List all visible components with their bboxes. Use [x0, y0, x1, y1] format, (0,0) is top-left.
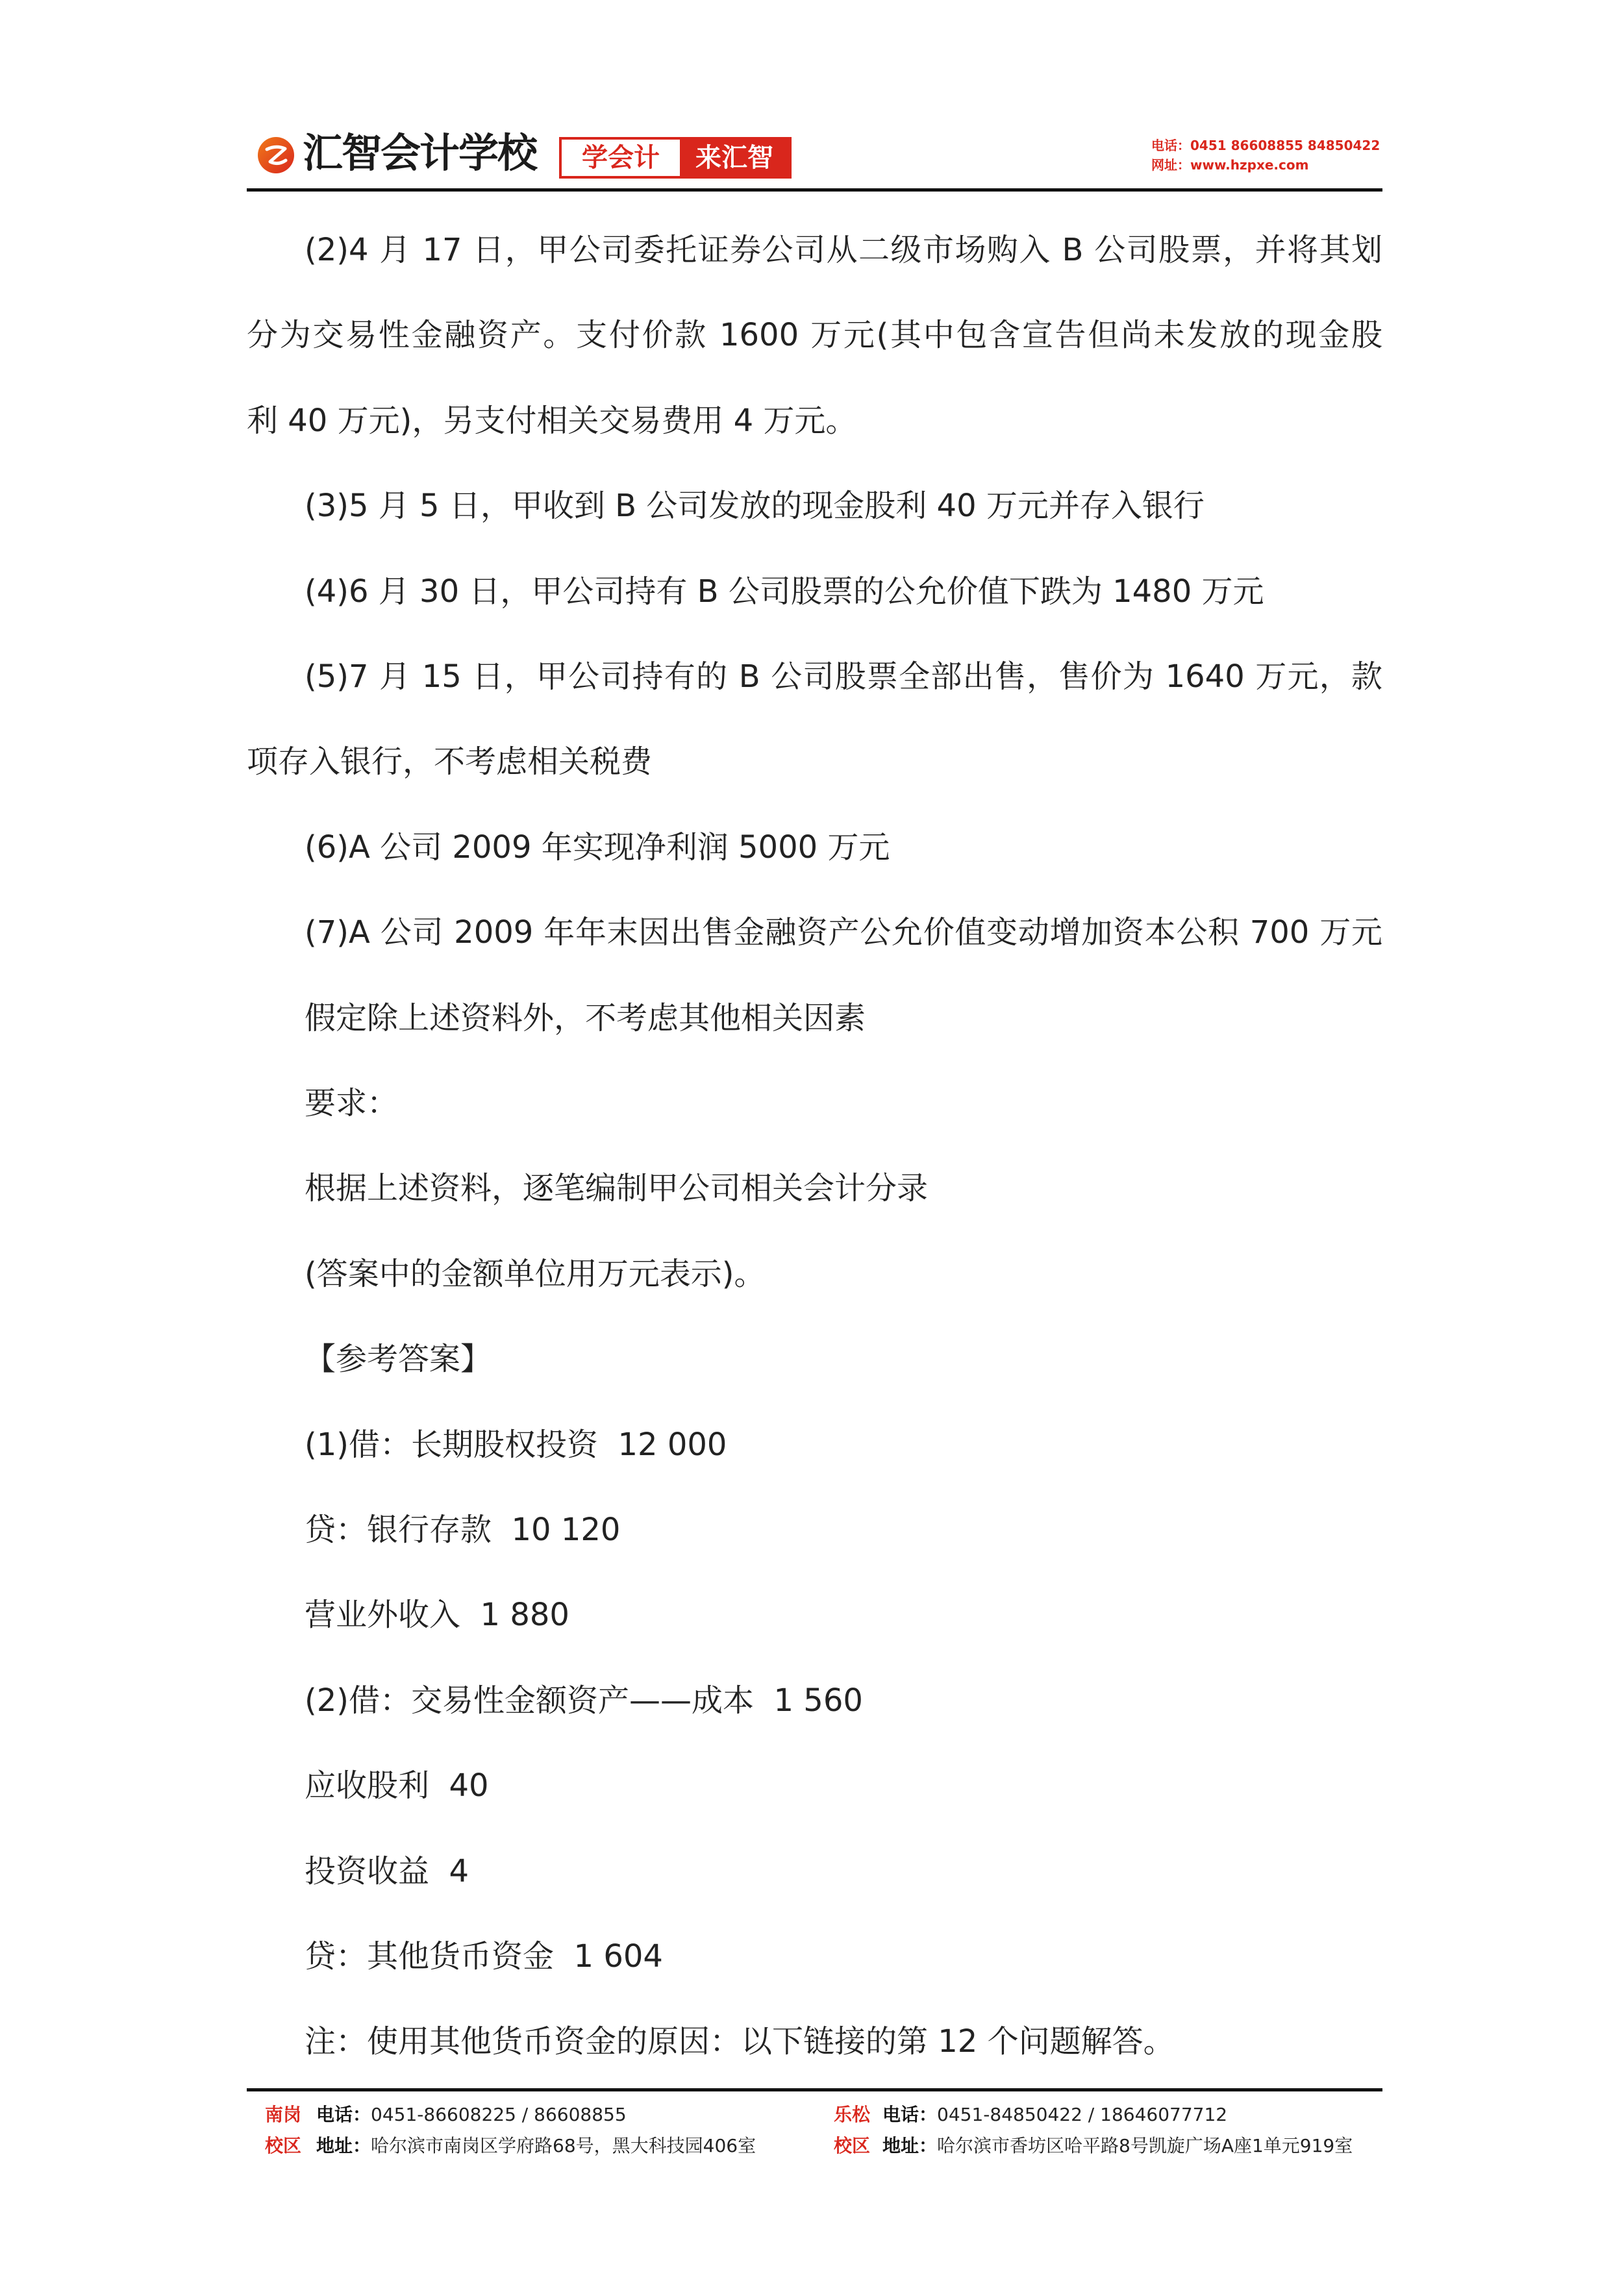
- huizhi-logo-icon: [257, 136, 295, 174]
- body-line: 要求：: [305, 1085, 399, 1121]
- body-line: (4)6 月 30 日，甲公司持有 B 公司股票的公允价值下跌为 1480 万元: [305, 573, 1264, 610]
- phone-value: 0451-84850422 / 18646077712: [937, 2104, 1228, 2125]
- body-line: 利 40 万元)，另支付相关交易费用 4 万元。: [247, 403, 857, 439]
- phone-value: 0451-86608225 / 86608855: [371, 2104, 627, 2125]
- journal-entry-line: 贷：其他货币资金 1 604: [305, 1938, 663, 1975]
- body-line: 假定除上述资料外，不考虑其他相关因素: [305, 1000, 866, 1036]
- phone-label: 电话：: [316, 2104, 371, 2125]
- journal-entry-line: (2)借：交易性金额资产——成本 1 560: [305, 1682, 863, 1719]
- campus-name: 南岗: [265, 2104, 302, 2125]
- header-divider: [247, 188, 1382, 192]
- address-value: 哈尔滨市南岗区学府路68号，黑大科技园406室: [371, 2135, 756, 2156]
- journal-entry-line: 应收股利 40: [305, 1767, 489, 1804]
- journal-entry-line: (1)借：长期股权投资 12 000: [305, 1427, 727, 1463]
- campus-suffix: 校区: [834, 2135, 871, 2156]
- body-line: (7)A 公司 2009 年年末因出售金融资产公允价值变动增加资本公积 700 万元: [305, 914, 1382, 951]
- body-line: 根据上述资料，逐笔编制甲公司相关会计分录: [305, 1170, 929, 1206]
- address-label: 地址：: [882, 2135, 938, 2156]
- footer-left-phone-row: [265, 2104, 627, 2126]
- address-label: 地址：: [316, 2135, 371, 2156]
- answer-heading: 【参考答案】: [305, 1341, 492, 1377]
- note-line: 注：使用其他货币资金的原因：以下链接的第 12 个问题解答。: [305, 2023, 1175, 2060]
- body-line: (5)7 月 15 日，甲公司持有的 B 公司股票全部出售，售价为 1640 万元，款: [305, 658, 1382, 695]
- slogan-banner: [559, 137, 792, 179]
- header-website: 网址：www.hzpxe.com: [1151, 157, 1309, 173]
- journal-entry-line: 投资收益 4: [305, 1853, 469, 1890]
- campus-name: 乐松: [834, 2104, 871, 2125]
- footer-right-phone-row: [834, 2104, 1227, 2126]
- journal-entry-line: 营业外收入 1 880: [305, 1597, 569, 1633]
- body-line: (2)4 月 17 日，甲公司委托证券公司从二级市场购入 B 公司股票，并将其划: [305, 232, 1382, 268]
- footer-right-address-row: [834, 2135, 1353, 2157]
- body-line: (3)5 月 5 日，甲收到 B 公司发放的现金股利 40 万元并存入银行: [305, 488, 1205, 524]
- body-line: (6)A 公司 2009 年实现净利润 5000 万元: [305, 829, 890, 866]
- slogan-left: 学会计: [562, 140, 680, 176]
- campus-suffix: 校区: [265, 2135, 302, 2156]
- school-logo-text: 汇智会计学校: [303, 129, 537, 177]
- body-line: (答案中的金额单位用万元表示)。: [305, 1256, 766, 1292]
- footer-left-address-row: [265, 2135, 756, 2157]
- footer-divider: [247, 2088, 1382, 2091]
- phone-label: 电话：: [882, 2104, 938, 2125]
- header-phone: 电话：0451 86608855 84850422: [1151, 138, 1380, 153]
- body-line: 项存入银行，不考虑相关税费: [247, 743, 653, 780]
- slogan-right: 来汇智: [680, 140, 789, 176]
- body-line: 分为交易性金融资产。支付价款 1600 万元(其中包含宣告但尚未发放的现金股: [247, 317, 1382, 353]
- journal-entry-line: 贷：银行存款 10 120: [305, 1512, 621, 1548]
- address-value: 哈尔滨市香坊区哈平路8号凯旋广场A座1单元919室: [937, 2135, 1353, 2156]
